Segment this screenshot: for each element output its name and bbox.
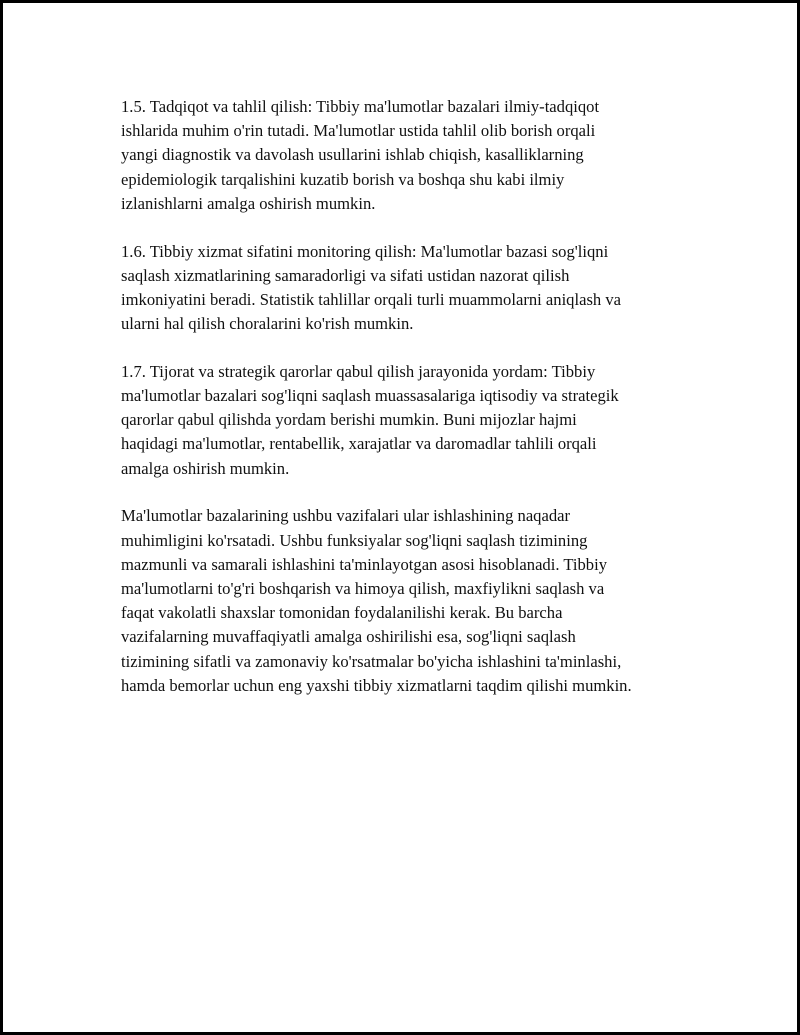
paragraph-1-6: 1.6. Tibbiy xizmat sifatini monitoring qilish: Ma'lumotlar bazasi sog'liqni saqlash xizmatlarining samaradorligi va sifati ustidan nazorat qilish imkoniyatini beradi. Statistik tahlillar orqali turli muammolarni aniqlash va ularni hal qilish choralarini ko'rish mumkin. [121,241,622,334]
paragraph-1-5: 1.5. Tadqiqot va tahlil qilish: Tibbiy ma'lumotlar bazalari ilmiy-tadqiqot ishlarida muhim o'rin tutadi. Ma'lumotlar ustida tahlil olib borish orqali yangi diagnostik va davolash usullarini ishlab chiqish, kasalliklarning epidemiologik tarqalishini kuzatib borish va boshqa shu kabi ilmiy izlanishlarni amalga oshirish mumkin. [121,97,600,213]
paragraph-1-7: 1.7. Tijorat va strategik qarorlar qabul qilish jarayonida yordam: Tibbiy ma'lumotlar bazalari sog'liqni saqlash muassasalariga iqtisodiy va strategik qarorlar qabul qilishda yordam berishi mumkin. Buni mijozlar hajmi haqidagi ma'lumotlar, rentabellik, xarajatlar va daromadlar tahlili orqali amalga oshirish mumkin. [121,361,619,478]
paragraph-conclusion: Ma'lumotlar bazalarining ushbu vazifalari ular ishlashining naqadar muhimligini ko'rsatadi. Ushbu funksiyalar sog'liqni saqlash tizimining mazmunli va samarali ishlashini ta'minlayotgan asosi hisoblanadi. Tibbiy ma'lumotlarni to'g'ri boshqarish va himoya qilish, maxfiylikni saqlash va faqat vakolatli shaxslar tomonidan foydalanilishi kerak. Bu barcha vazifalarning muvaffaqiyatli amalga oshirilishi esa, sog'liqni saqlash tizimining sifatli va zamonaviy ko'rsatmalar bo'yicha ishlashini ta'minlashi, hamda bemorlar uchun eng yaxshi tibbiy xizmatlarni taqdim qilishi mumkin. [121,506,632,695]
document-body [121,95,701,721]
